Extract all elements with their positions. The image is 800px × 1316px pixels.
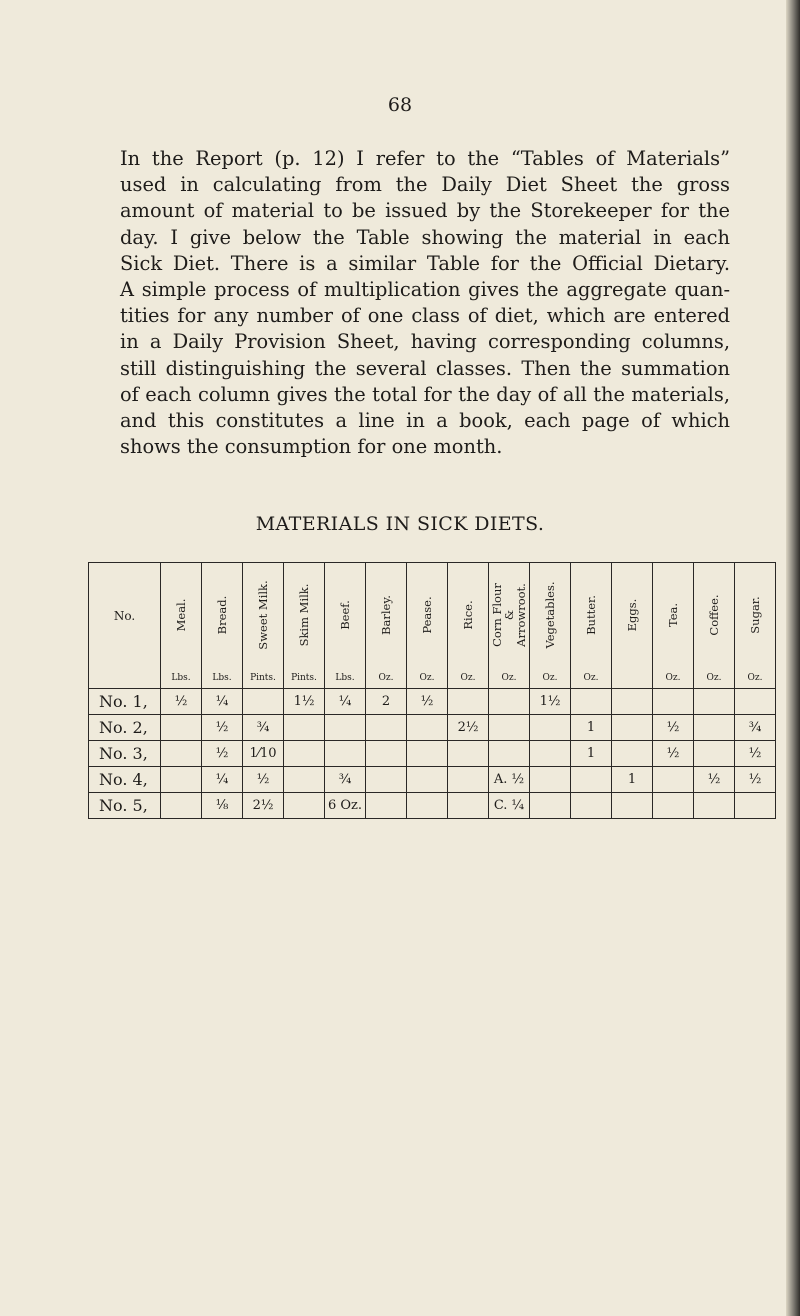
column-header-unit: Oz. — [460, 673, 476, 683]
table-row — [89, 793, 776, 819]
column-header-name: Skim Milk. — [297, 583, 311, 647]
table-cell — [407, 741, 448, 767]
table-row — [89, 741, 776, 767]
body-paragraph — [120, 146, 730, 460]
column-header-unit: Oz. — [665, 673, 681, 683]
table-cell — [366, 741, 407, 767]
column-header — [571, 563, 612, 689]
column-header — [530, 563, 571, 689]
table-cell — [735, 689, 776, 715]
column-header-name: Tea. — [666, 602, 680, 628]
table-cell: 1½ — [284, 689, 325, 715]
column-header-name: Meal. — [174, 598, 188, 632]
table-cell: ½ — [202, 715, 243, 741]
table-cell — [407, 793, 448, 819]
table-cell: ¾ — [325, 767, 366, 793]
column-header — [284, 563, 325, 689]
table-cell: ½ — [202, 741, 243, 767]
table-cell: ⅛ — [202, 793, 243, 819]
no-header — [89, 563, 161, 689]
column-header-unit: Oz. — [378, 673, 394, 683]
paragraph-line: In the Report (p. 12) I refer to the “Tables of Materials” — [120, 147, 730, 170]
table-cell — [366, 767, 407, 793]
column-header-name: Butter. — [584, 595, 598, 635]
table-cell — [530, 741, 571, 767]
table-cell: 6 Oz. — [325, 793, 366, 819]
row-label: No. 1, — [89, 689, 161, 715]
column-header-name: Corn Flour & Arrowroot. — [490, 583, 528, 647]
table-cell — [366, 715, 407, 741]
table-cell: ½ — [694, 767, 735, 793]
table-cell: A. ½ — [489, 767, 530, 793]
table-cell — [530, 793, 571, 819]
row-label: No. 5, — [89, 793, 161, 819]
column-header-unit: Oz. — [501, 673, 517, 683]
column-header-name: Eggs. — [625, 598, 639, 632]
column-header — [489, 563, 530, 689]
column-header — [448, 563, 489, 689]
table-cell: ½ — [407, 689, 448, 715]
table-cell — [366, 793, 407, 819]
paragraph-line: amount of material to be issued by the Storekeeper for the — [120, 199, 730, 223]
table-cell — [694, 741, 735, 767]
paragraph-line: Sick Diet. There is a similar Table for the Official Dietary. — [120, 251, 730, 275]
paragraph-line: A simple process of multiplication gives the aggregate quan- — [120, 278, 730, 302]
table-cell: 2½ — [243, 793, 284, 819]
column-header — [243, 563, 284, 689]
table-cell — [653, 767, 694, 793]
column-header-name: Rice. — [461, 600, 475, 630]
table-cell — [653, 689, 694, 715]
column-header-unit: Lbs. — [171, 673, 191, 683]
table-cell — [530, 767, 571, 793]
column-header — [694, 563, 735, 689]
table-row — [89, 767, 776, 793]
column-header — [735, 563, 776, 689]
paragraph-line: still distinguishing the several classes. Then the summation — [120, 356, 730, 380]
column-header-unit: Oz. — [583, 673, 599, 683]
column-header-name: Sweet Milk. — [256, 580, 270, 650]
table-cell — [612, 689, 653, 715]
table-cell — [284, 715, 325, 741]
table-cell — [653, 793, 694, 819]
table-cell — [694, 689, 735, 715]
table-cell — [284, 793, 325, 819]
table-cell: 1½ — [530, 689, 571, 715]
table-cell — [284, 767, 325, 793]
table-cell — [612, 741, 653, 767]
table-cell: ½ — [653, 741, 694, 767]
table-row — [89, 715, 776, 741]
table-cell: ¼ — [202, 689, 243, 715]
table-cell — [489, 715, 530, 741]
table-cell: ½ — [735, 767, 776, 793]
table-cell — [571, 793, 612, 819]
table-cell — [612, 715, 653, 741]
materials-table — [88, 562, 776, 819]
column-header-unit: Oz. — [419, 673, 435, 683]
table-cell — [694, 793, 735, 819]
paragraph-line: tities for any number of one class of diet, which are entered — [120, 304, 730, 328]
table-cell — [448, 767, 489, 793]
column-header — [612, 563, 653, 689]
row-label: No. 3, — [89, 741, 161, 767]
table-cell — [161, 741, 202, 767]
column-header — [366, 563, 407, 689]
table-cell — [161, 767, 202, 793]
table-cell — [448, 689, 489, 715]
column-header — [202, 563, 243, 689]
paragraph-line: of each column gives the total for the day of all the materials, — [120, 382, 730, 406]
no-header-label: No. — [113, 609, 136, 623]
paragraph-line: day. I give below the Table showing the material in each — [120, 225, 730, 249]
table-cell: ½ — [653, 715, 694, 741]
column-header-name: Vegetables. — [543, 581, 557, 649]
table-cell — [284, 741, 325, 767]
table-cell: 2 — [366, 689, 407, 715]
table-cell — [448, 793, 489, 819]
table-cell: 1 — [612, 767, 653, 793]
table-cell — [735, 793, 776, 819]
column-header-name: Sugar. — [748, 596, 762, 634]
table-cell: ½ — [161, 689, 202, 715]
table-cell — [571, 689, 612, 715]
paragraph-line: used in calculating from the Daily Diet Sheet the gross — [120, 173, 730, 197]
table-cell: 2½ — [448, 715, 489, 741]
table-cell — [407, 715, 448, 741]
page-edge-shadow — [786, 0, 800, 1316]
table-cell: ½ — [735, 741, 776, 767]
table-header-row — [89, 563, 776, 689]
paragraph-line: shows the consumption for one month. — [120, 435, 503, 459]
table-cell: ¾ — [735, 715, 776, 741]
table-cell — [161, 793, 202, 819]
table-cell: 1⁄10 — [243, 741, 284, 767]
table-row — [89, 689, 776, 715]
table-cell: C. ¼ — [489, 793, 530, 819]
table-cell — [325, 741, 366, 767]
table-cell — [612, 793, 653, 819]
table-cell — [489, 689, 530, 715]
table-cell — [571, 767, 612, 793]
paragraph-line: in a Daily Provision Sheet, having corresponding columns, — [120, 330, 730, 354]
column-header-name: Pease. — [420, 596, 434, 634]
table-cell: ½ — [243, 767, 284, 793]
table-cell: ¼ — [325, 689, 366, 715]
table-cell — [448, 741, 489, 767]
column-header — [407, 563, 448, 689]
table-cell: ¼ — [202, 767, 243, 793]
column-header — [325, 563, 366, 689]
page-number: 68 — [387, 94, 413, 116]
column-header-name: Coffee. — [707, 594, 721, 636]
table-title: MATERIALS IN SICK DIETS. — [255, 513, 545, 535]
column-header-name: Bread. — [215, 595, 229, 635]
column-header — [161, 563, 202, 689]
table-cell — [694, 715, 735, 741]
column-header-unit: Oz. — [542, 673, 558, 683]
table-cell: ¾ — [243, 715, 284, 741]
table-cell — [161, 715, 202, 741]
table-cell — [530, 715, 571, 741]
table-cell: 1 — [571, 715, 612, 741]
column-header-unit: Oz. — [706, 673, 722, 683]
table-cell — [325, 715, 366, 741]
table-cell — [243, 689, 284, 715]
paragraph-line: and this constitutes a line in a book, each page of which — [120, 409, 730, 433]
table-cell: 1 — [571, 741, 612, 767]
column-header-unit: Lbs. — [335, 673, 355, 683]
column-header-unit: Pints. — [291, 673, 317, 683]
column-header-unit: Oz. — [747, 673, 763, 683]
row-label: No. 2, — [89, 715, 161, 741]
column-header-unit: Pints. — [250, 673, 276, 683]
table-cell — [407, 767, 448, 793]
row-label: No. 4, — [89, 767, 161, 793]
column-header-name: Beef. — [338, 600, 352, 630]
column-header-name: Barley. — [379, 595, 393, 635]
table-cell — [489, 741, 530, 767]
column-header-unit: Lbs. — [212, 673, 232, 683]
column-header — [653, 563, 694, 689]
